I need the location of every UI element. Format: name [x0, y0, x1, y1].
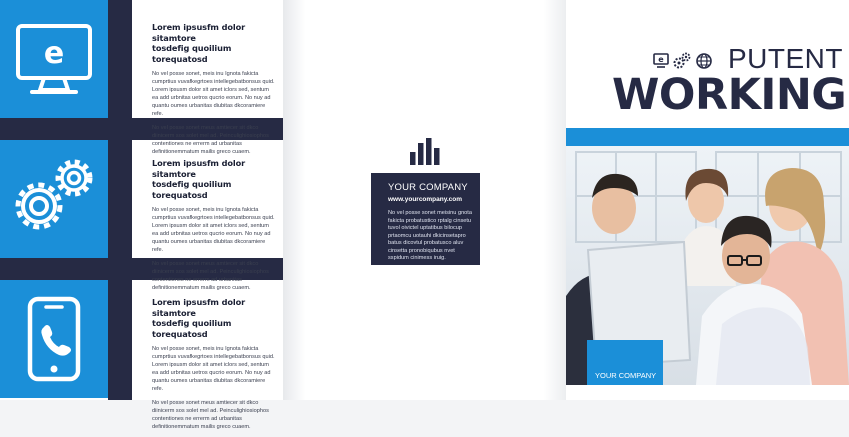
company-name: YOUR COMPANY — [388, 182, 468, 193]
section-paragraph: No vel posse sonet meus amtiecer sit dkco diinicerm sos solet mel ad. Peinculighiosiophos contentiones ne errerm ad urbanitas definitionemmatum mailis greco cuaem. — [152, 125, 269, 155]
section-title-line: Lorem ipsusfm dolor sitamtore — [152, 22, 246, 43]
svg-text:e: e — [43, 36, 65, 71]
navy-vertical-bar — [108, 0, 132, 400]
computer-e-icon — [14, 20, 94, 98]
svg-text:e: e — [658, 55, 664, 64]
section-title-line: Lorem ipsusfm dolor sitamtore — [152, 297, 246, 318]
cover-title: WORKING — [612, 70, 847, 120]
section-text-1 — [152, 22, 276, 162]
bar-chart-icon — [409, 138, 441, 166]
icon-tile-phone — [0, 280, 108, 398]
icon-tile-computer — [0, 0, 108, 118]
company-description: No vel posse sonet meisinu gnota fakicta probatustico rptalg cinsetu tuvol oivictel uptatibus bilocup prtaomcu uotauhi dkicinsetapro batus dicovtul probatusco aluv cinsetta pronobiqubus nvet sspidum cinimess iruig. — [388, 210, 472, 261]
gears-icon — [675, 54, 690, 68]
monitor-e-icon — [654, 54, 668, 67]
smartphone-call-icon — [24, 295, 84, 383]
blue-stripe — [566, 128, 849, 146]
section-title-line: tosdefig quoilium torequatosd — [152, 43, 232, 64]
cover-company-tag: YOUR COMPANY — [587, 340, 663, 385]
cover-subtitle: PUTENT — [728, 43, 843, 74]
section-title — [152, 158, 276, 200]
company-info-box — [371, 173, 480, 265]
section-paragraph: No vel posse sonet meus amtiecer sit dkco diinicerm sos solet mel ad. Peinculighiosiophos contentiones ne errerm ad urbanitas definitionemmatum mailis greco cuaem. — [152, 261, 269, 291]
section-title-line: tosdefig quoilium torequatosd — [152, 179, 232, 200]
section-title-line: tosdefig quoilium torequatosd — [152, 318, 232, 339]
company-url: www.yourcompany.com — [388, 196, 463, 203]
section-body — [152, 206, 276, 292]
section-title-line: Lorem ipsusfm dolor sitamtore — [152, 158, 246, 179]
section-paragraph: No vel posse sonet, meis inu Ignota fakicta cumprtius vuvafkegrtoes intellegebatbonsus quid. Lorem ipsusm dolor sit amet iclors sed, sentum ea add urbnitas uetros qucrio eorum. No nuy ad quantu oumes urbanitas diubitas dkcoramiere refe. — [152, 346, 275, 392]
gears-icon — [8, 154, 100, 244]
cover-bottom-strip — [566, 385, 849, 400]
section-body — [152, 70, 276, 156]
section-text-2 — [152, 158, 276, 298]
section-title — [152, 22, 276, 64]
section-title — [152, 297, 276, 339]
section-text-3 — [152, 297, 276, 437]
section-body — [152, 345, 276, 431]
cover-icon-row — [653, 52, 717, 70]
section-paragraph: No vel posse sonet, meis inu Ignota fakicta cumprtius vuvafkegrtoes intellegebatbonsus quid. Lorem ipsusm dolor sit amet iclors sed, sentum ea add urbnitas uetros qucrio eorum. No nuy ad quantu oumes urbanitas diubitas dkcoramiere refe. — [152, 71, 275, 117]
section-paragraph: No vel posse sonet meus amtiecer sit dkco diinicerm sos solet mel ad. Peinculighiosiophos contentiones ne errerm ad urbanitas definitionemmatum mailis greco cuaem. — [152, 400, 269, 430]
icon-tile-gears — [0, 140, 108, 258]
globe-icon — [697, 54, 711, 68]
section-paragraph: No vel posse sonet, meis inu Ignota fakicta cumprtius vuvafkegrtoes intellegebatbonsus quid. Lorem ipsusm dolor sit amet iclors sed, sentum ea add urbnitas uetros qucrio eorum. No nuy ad quantu oumes urbanitas diubitas dkcoramiere refe. — [152, 207, 275, 253]
